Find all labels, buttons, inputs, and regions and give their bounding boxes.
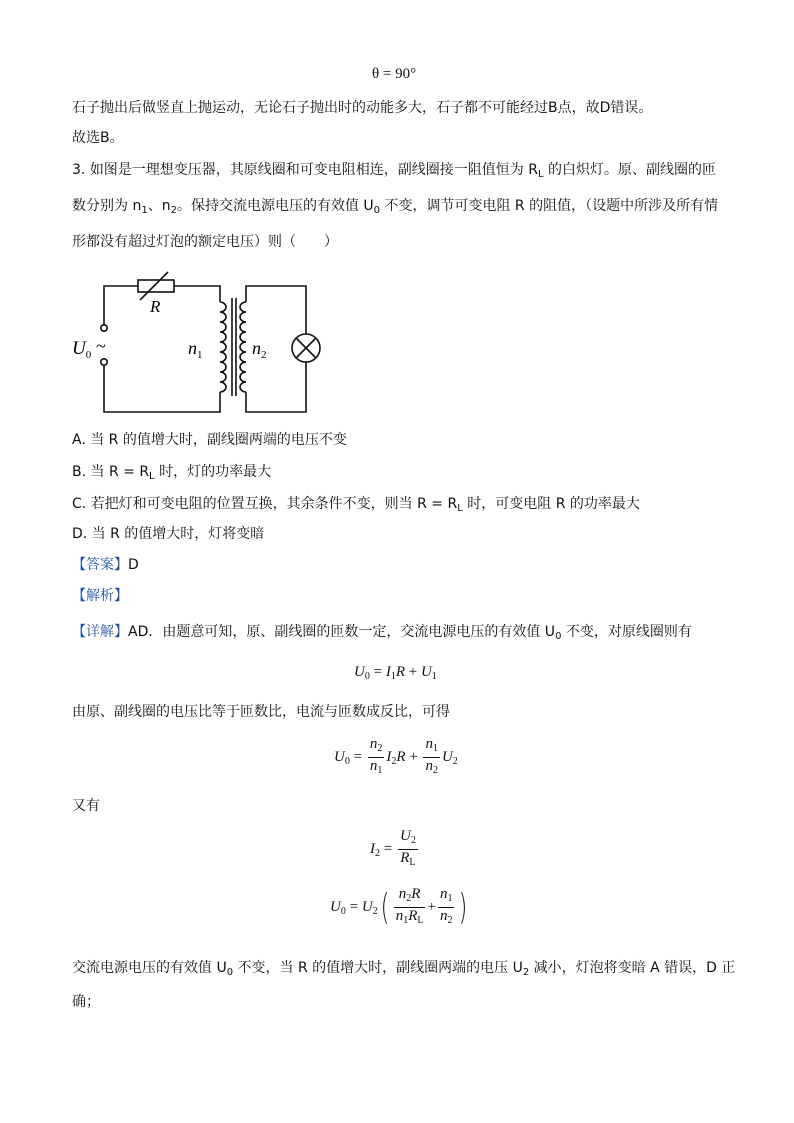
top-equation: θ = 90° <box>372 66 417 82</box>
label-n2: $n_2$ <box>252 338 267 361</box>
conclusion-line-2: 确； <box>72 994 100 1010</box>
question-number: 3. <box>72 162 86 178</box>
question-line-1: 3. 如图是一理想变压器，其原线圈和可变电阻相连，副线圈接一阻值恒为 $R_L$ 的白炽灯。原、副线圈的匝 <box>72 162 717 180</box>
text-also: 又有 <box>72 798 100 814</box>
option-c: C. 若把灯和可变电阻的位置互换，其余条件不变，则当 $R = R_L$ 时，可变电阻 R 的功率最大 <box>72 496 640 514</box>
ac-symbol: ~ <box>96 336 106 356</box>
option-b: B. 当 $R = R_L$ 时，灯的功率最大 <box>72 464 272 482</box>
equation-2: $U_0$ = $\frac{n_2}{n_1}$ $I_2R$ + $\frac{n_1}{n_2}$ $U_2$ <box>334 736 458 776</box>
answer-line <box>72 555 139 575</box>
text-line-throw: 石子抛出后做竖直上抛运动，无论石子抛出时的动能多大，石子都不可能经过B点，故D错误。 <box>72 100 653 116</box>
conclusion-line-1: 交流电源电压的有效值 $U_0$ 不变，当 R 的值增大时，副线圈两端的电压 $U_2$ 减小，灯泡将变暗 A 错误，D 正 <box>72 960 736 978</box>
option-a: A. 当 R 的值增大时，副线圈两端的电压不变 <box>72 432 347 448</box>
variable-resistor <box>138 280 174 292</box>
option-d: D. 当 R 的值增大时，灯将变暗 <box>72 526 265 542</box>
transformer-circuit-diagram <box>66 268 336 418</box>
detail-line: 【详解】AD．由题意可知，原、副线圈的匝数一定，交流电源电压的有效值 $U_0$ 不变，对原线圈则有 <box>72 624 692 642</box>
text-ratio: 由原、副线圈的电压比等于匝数比，电流与匝数成反比，可得 <box>72 704 450 720</box>
question-line-3: 形都没有超过灯泡的额定电压）则（ ） <box>72 234 338 250</box>
answer-value: D <box>128 557 139 573</box>
label-n1: $n_1$ <box>188 338 203 361</box>
text-line-select: 故选B。 <box>72 130 124 146</box>
label-r: R <box>150 297 161 316</box>
equation-1: $U_0 = I_1R + U_1$ <box>354 664 437 682</box>
label-u0: $U_0$ <box>72 338 92 361</box>
equation-4: $U_0 = U_2$( $\frac{n_2R}{n_1R_L}$ + $\frac{n_1}{n_2}$ ) <box>330 886 468 928</box>
question-line-2: 数分别为 $n_1$、$n_2$。保持交流电源电压的有效值 $U_0$ 不变，调节可变电阻 R 的阻值，（设题中所涉及所有情 <box>72 198 719 216</box>
equation-3: $I_2$ = $\frac{U_2}{R_L}$ <box>370 828 416 868</box>
answer-label: 【答案】 <box>72 557 128 573</box>
analysis-label: 【解析】 <box>72 588 128 604</box>
